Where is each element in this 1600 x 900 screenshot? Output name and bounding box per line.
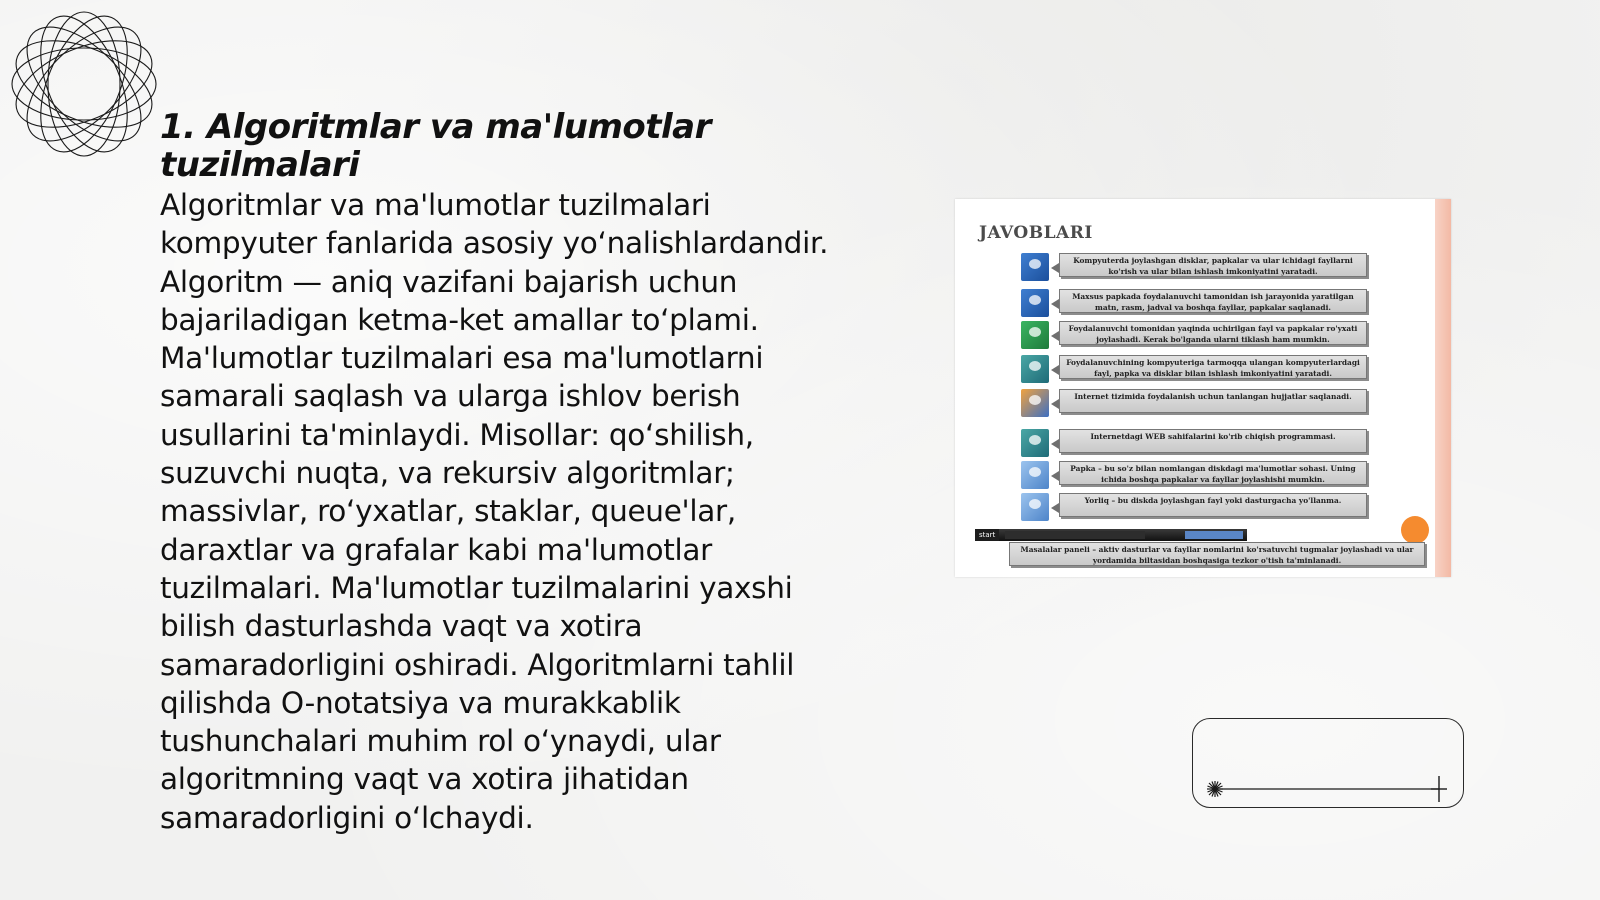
answer-row (1021, 289, 1371, 317)
answer-text: Papka – bu so'z bilan nomlangan diskdagi ma'lumotlar sohasi. Uning ichida boshqa papkalar va fayllar joylashishi mumkin. (1059, 461, 1367, 485)
answer-row (1021, 429, 1371, 457)
figure-accent-rail (1435, 199, 1451, 577)
slide-title: 1. Algoritmlar va ma'lumotlar tuzilmalari (160, 107, 711, 185)
arrow-left-icon (1051, 439, 1059, 449)
answer-row (1021, 389, 1371, 417)
decorative-line-icon (1193, 719, 1465, 809)
answer-text: Internetdagi WEB sahifalarini ko'rib chiqish programmasi. (1059, 429, 1367, 453)
answer-text: Internet tizimida foydalanish uchun tanlangan hujjatlar saqlanadi. (1059, 389, 1367, 413)
answer-row (1021, 253, 1371, 281)
network-icon (1021, 355, 1049, 383)
computer-icon (1021, 253, 1049, 281)
arrow-left-icon (1051, 471, 1059, 481)
decorative-rosette-icon (10, 10, 158, 158)
taskbar-tray (1185, 531, 1243, 539)
internet-explorer-icon (1021, 429, 1049, 457)
arrow-left-icon (1051, 331, 1059, 341)
orange-dot-icon (1401, 516, 1429, 544)
arrow-left-icon (1051, 399, 1059, 409)
answer-text: Kompyuterda joylashgan disklar, papkalar va ular ichidagi fayllarni ko'rish va ular bilan ishlash imkoniyatini yaratadi. (1059, 253, 1367, 277)
decorative-card (1192, 718, 1464, 808)
arrow-left-icon (1051, 263, 1059, 273)
answer-text: Foydalanuvchining kompyuteriga tarmoqqa ulangan kompyuterlardagi fayl, papka va disklar bilan ishlash imkoniyatini yaratadi. (1059, 355, 1367, 379)
arrow-left-icon (1051, 365, 1059, 375)
answer-text: Foydalanuvchi tomonidan yaqinda uchirilgan fayl va papkalar ro'yxati joylashadi. Kerak bo'lganda ularni tiklash ham mumkin. (1059, 321, 1367, 345)
shortcut-icon (1021, 493, 1049, 521)
taskbar-start-label: start (975, 529, 999, 541)
recycle-bin-icon (1021, 321, 1049, 349)
figure-heading: JAVOBLARI (979, 223, 1093, 243)
taskbar-image (975, 529, 1247, 541)
folder-icon (1021, 461, 1049, 489)
answers-figure (955, 199, 1451, 577)
documents-icon (1021, 289, 1049, 317)
panel-caption: Masalalar paneli – aktiv dasturlar va fayllar nomlarini ko'rsatuvchi tugmalar joylashadi va ular yordamida biltasidan boshqasiga tezkor o'tish ta'minlanadi. (1009, 542, 1425, 566)
taskbar-window-button (1005, 531, 1145, 539)
arrow-left-icon (1051, 299, 1059, 309)
answer-row (1021, 321, 1371, 349)
answer-row (1021, 461, 1371, 489)
answer-row (1021, 355, 1371, 383)
briefcase-icon (1021, 389, 1049, 417)
answer-text: Maxsus papkada foydalanuvchi tamonidan ish jarayonida yaratilgan matn, rasm, jadval va boshqa fayllar, papkalar saqlanadi. (1059, 289, 1367, 313)
arrow-left-icon (1051, 503, 1059, 513)
answer-text: Yorliq – bu diskda joylashgan fayl yoki dasturgacha yo'llanma. (1059, 493, 1367, 517)
answer-row (1021, 493, 1371, 521)
slide-body-text: Algoritmlar va ma'lumotlar tuzilmalari kompyuter fanlarida asosiy yo‘nalishlardandir. Algoritm — aniq vazifani bajarish uchun bajariladigan ketma-ket amallar to‘plami. Ma'lumotlar tuzilmalari esa ma'lumotlarni samarali saqlash va ularga ishlov berish usullarini ta'minlaydi. Misollar: qo‘shilish, suzuvchi nuqta, va rekursiv algoritmlar; massivlar, ro‘yxatlar, staklar, queue'lar, daraxtlar va grafalar kabi ma'lumotlar tuzilmalari. Ma'lumotlar tuzilmalarini yaxshi bilish dasturlashda vaqt va xotira samaradorligini oshiradi. Algoritmlarni tahlil qilishda O-notatsiya va murakkablik tushunchalari muhim rol o‘ynaydi, ular algoritmning vaqt va xotira jihatidan samaradorligini o‘lchaydi. (160, 188, 829, 835)
